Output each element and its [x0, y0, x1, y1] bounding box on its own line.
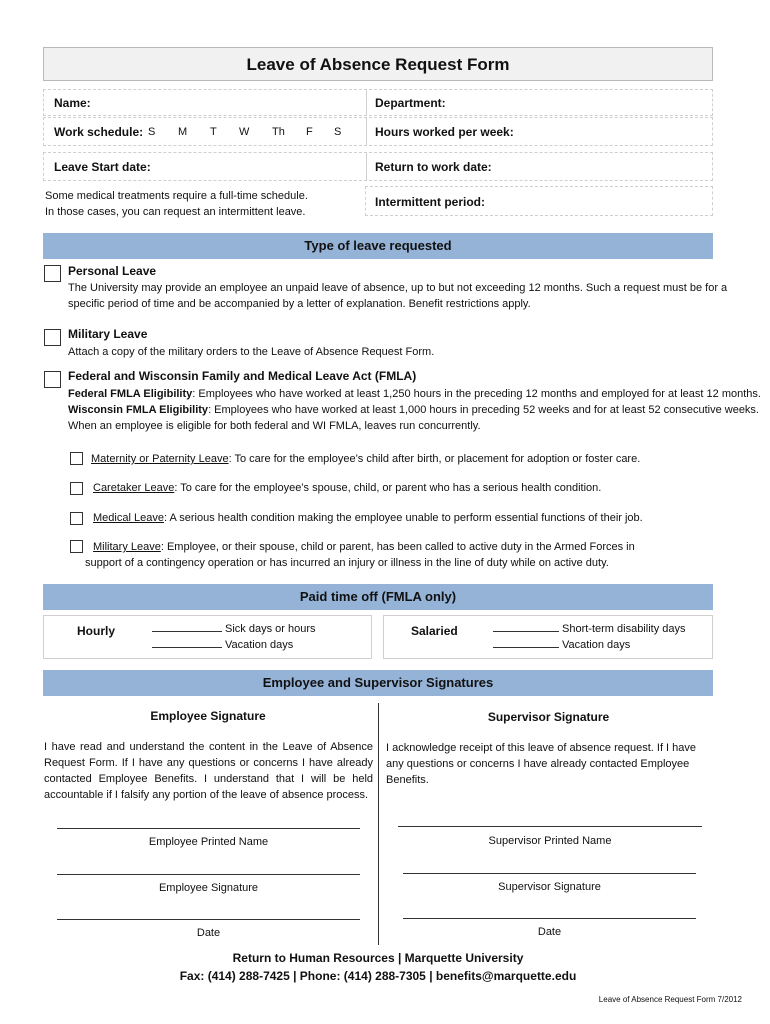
name-department-row [43, 89, 713, 116]
form-id: Leave of Absence Request Form 7/2012 [598, 995, 742, 1004]
type-of-leave-heading: Type of leave requested [43, 233, 713, 259]
day-thursday[interactable]: Th [272, 126, 285, 138]
military-leave-title: Military Leave [68, 327, 148, 341]
work-schedule-label: Work schedule: [54, 125, 144, 139]
military-sub-text-2: support of a contingency operation or has incurred an injury or illness in the line of duty while on active duty. [85, 557, 609, 569]
caretaker-label: Caretaker Leave [93, 482, 175, 494]
name-label: Name: [54, 96, 91, 110]
supervisor-printed-name-label: Supervisor Printed Name [488, 835, 612, 847]
supervisor-statement: I acknowledge receipt of this leave of absence request. If I have any questions or concerns I have already contacted Employee Benefits. [386, 742, 697, 786]
short-term-disability-field[interactable] [493, 621, 686, 637]
military-leave-checkbox[interactable] [44, 329, 61, 346]
military-sub-option [93, 539, 635, 555]
day-wednesday[interactable]: W [239, 126, 250, 138]
hours-per-week-label: Hours worked per week: [375, 125, 514, 139]
maternity-text: : To care for the employee’s child after birth, or placement for adoption or foster care. [228, 453, 641, 465]
supervisor-date-label: Date [537, 926, 562, 938]
fmla-concurrent: When an employee is eligible for both federal and WI FMLA, leaves run concurrently. [68, 420, 481, 432]
employee-signature-label: Employee Signature [158, 882, 259, 894]
day-monday[interactable]: M [178, 126, 188, 138]
military-leave-text: Attach a copy of the military orders to the Leave of Absence Request Form. [68, 346, 435, 358]
signatures-heading: Employee and Supervisor Signatures [43, 670, 713, 696]
military-sub-text: : Employee, or their spouse, child or parent, has been called to active duty in the Armed Forces in [160, 541, 635, 553]
supervisor-signature-heading: Supervisor Signature [487, 710, 610, 724]
medical-option [93, 510, 643, 526]
intermittent-period-label: Intermittent period: [375, 195, 485, 209]
medical-checkbox[interactable] [70, 512, 83, 525]
footer-return-line: Return to Human Resources | Marquette University [232, 951, 524, 965]
salaried-label: Salaried [411, 624, 458, 638]
medical-label: Medical Leave [93, 512, 164, 524]
fmla-wisconsin [68, 402, 759, 418]
fmla-federal-text: : Employees who have worked at least 1,250 hours in the preceding 12 months and employed for at least 12 months. [192, 388, 761, 400]
intermittent-note: Some medical treatments require a full-time schedule. In those cases, you can request an intermittent leave. [45, 190, 308, 218]
employee-printed-name-line[interactable] [57, 828, 360, 829]
vacation-days-field[interactable] [152, 637, 293, 653]
hourly-label: Hourly [77, 624, 116, 638]
personal-leave-title: Personal Leave [68, 264, 157, 278]
medical-text: : A serious health condition making the employee unable to perform essential functions of their job. [163, 512, 643, 524]
intermittent-box [365, 186, 713, 216]
salaried-box [383, 615, 713, 659]
hourly-box [43, 615, 372, 659]
leave-start-label: Leave Start date: [54, 160, 151, 174]
fmla-wi-label: Wisconsin FMLA Eligibility [68, 404, 209, 416]
short-term-disability-label: Short-term disability days [562, 623, 686, 635]
pto-heading: Paid time off (FMLA only) [43, 584, 713, 610]
supervisor-signature-line[interactable] [403, 873, 696, 874]
employee-date-line[interactable] [57, 919, 360, 920]
department-label: Department: [375, 96, 446, 110]
maternity-option [91, 451, 640, 467]
fmla-federal [68, 386, 761, 402]
military-sub-checkbox[interactable] [70, 540, 83, 553]
military-sub-label: Military Leave [93, 541, 161, 553]
personal-leave-checkbox[interactable] [44, 265, 61, 282]
fmla-federal-label: Federal FMLA Eligibility [68, 388, 193, 400]
schedule-row [43, 117, 713, 146]
day-friday[interactable]: F [306, 126, 313, 138]
maternity-label: Maternity or Paternity Leave [91, 453, 229, 465]
day-tuesday[interactable]: T [210, 126, 217, 138]
supervisor-printed-name-line[interactable] [398, 826, 702, 827]
supervisor-signature-label: Supervisor Signature [498, 881, 601, 893]
vacation-days-salaried-field[interactable] [493, 637, 630, 653]
personal-leave-text: The University may provide an employee an unpaid leave of absence, up to but not exceeding 12 months. Such a request must be for a specific period of time and be accompanied by a letter of explanation. Benefit restrictions apply. [68, 282, 728, 310]
footer-contact-line: Fax: (414) 288-7425 | Phone: (414) 288-7305 | benefits@marquette.edu [179, 969, 577, 983]
employee-signature-line[interactable] [57, 874, 360, 875]
employee-signature-heading: Employee Signature [150, 709, 266, 723]
fmla-checkbox[interactable] [44, 371, 61, 388]
caretaker-text: : To care for the employee’s spouse, child, or parent who has a serious health condition. [174, 482, 602, 494]
fmla-title: Federal and Wisconsin Family and Medical Leave Act (FMLA) [68, 369, 417, 383]
employee-date-label: Date [196, 927, 221, 939]
sick-days-label: Sick days or hours [225, 623, 316, 635]
maternity-checkbox[interactable] [70, 452, 83, 465]
supervisor-date-line[interactable] [403, 918, 696, 919]
vacation-days-salaried-label: Vacation days [562, 639, 631, 651]
caretaker-checkbox[interactable] [70, 482, 83, 495]
day-sunday[interactable]: S [148, 126, 156, 138]
employee-printed-name-label: Employee Printed Name [148, 836, 269, 848]
fmla-wi-text: : Employees who have worked at least 1,000 hours in preceding 52 weeks and for at least 52 consecutive weeks. [208, 404, 759, 416]
signature-divider [378, 703, 379, 945]
vacation-days-label: Vacation days [225, 639, 294, 651]
caretaker-option [93, 480, 601, 496]
day-saturday[interactable]: S [334, 126, 342, 138]
employee-statement: I have read and understand the content in the Leave of Absence Request Form. If I have any questions or concerns I have already contacted Employee Benefits. I understand that I will be held accountable if I falsify any portion of the leave of absence process. [44, 741, 373, 801]
return-date-label: Return to work date: [375, 160, 492, 174]
sick-days-field[interactable] [152, 621, 315, 637]
dates-row [43, 152, 713, 181]
page-title: Leave of Absence Request Form [43, 47, 713, 81]
